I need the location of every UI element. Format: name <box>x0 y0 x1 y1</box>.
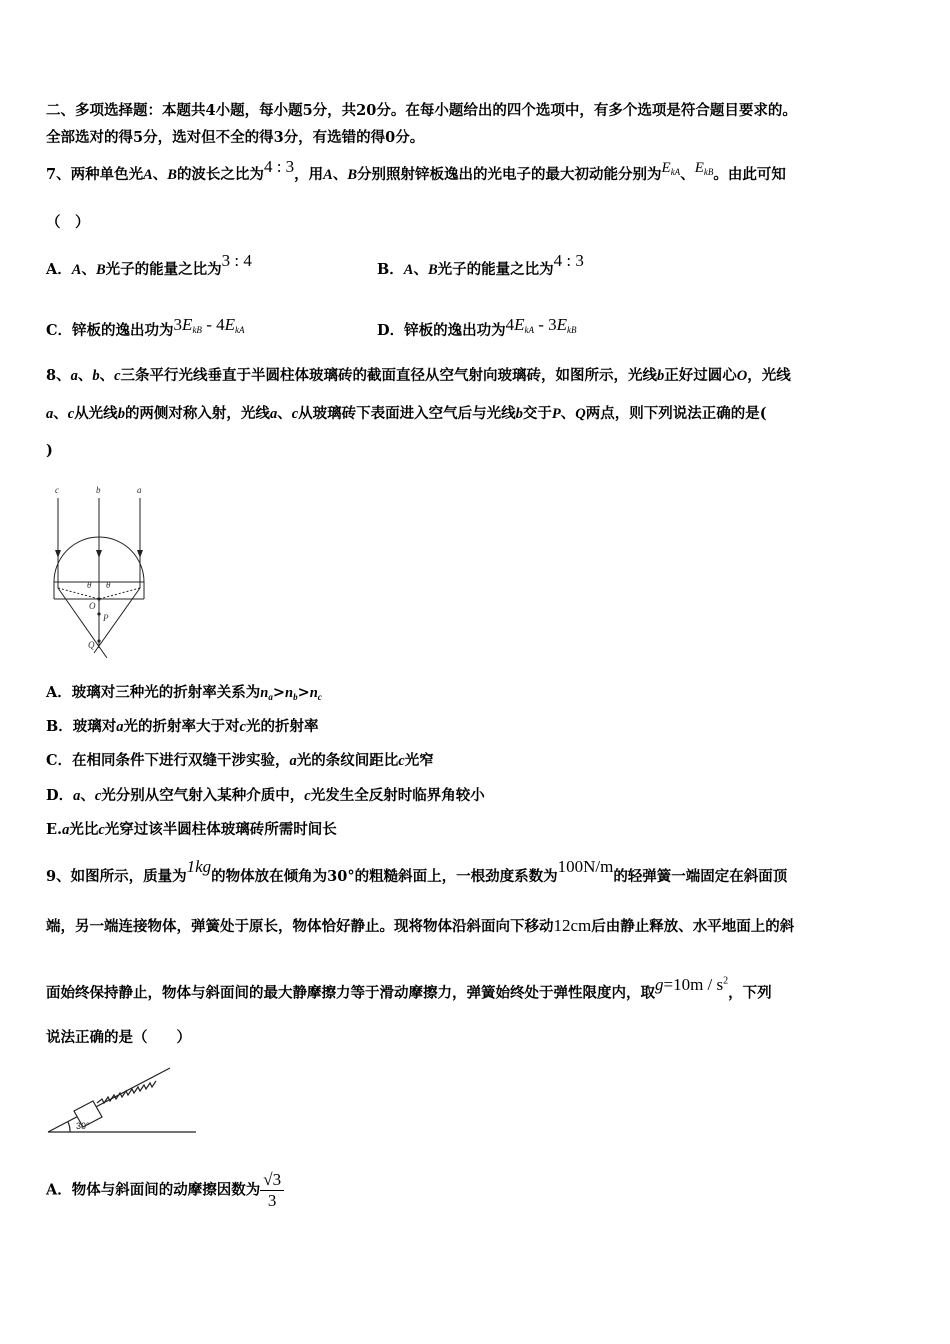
arrow-c <box>55 550 61 558</box>
label-theta-right: θ <box>106 580 111 590</box>
q8-option-d: D．a、c光分别从空气射入某种介质中，c光发生全反射时临界角较小 <box>46 787 485 804</box>
spring <box>97 1081 156 1103</box>
fraction-sqrt3-over-3: $\frac{√3}{3}$ <box>260 1170 284 1211</box>
q9-stem-line2: 端，另一端连接物体，弹簧处于原长，物体恰好静止。现将物体沿斜面向下移动12cm后由静止释放、水平地面上的斜 <box>46 916 795 935</box>
q8-option-c: C．在相同条件下进行双缝干涉实验，a光的条纹间距比c光窄 <box>46 752 434 769</box>
q8-stem-line1: 8、a、b、c三条平行光线垂直于半圆柱体玻璃砖的截面直径从空气射向玻璃砖，如图所示，光线b正好过圆心O，光线 <box>46 367 791 384</box>
point-p <box>97 612 100 615</box>
q9-stem-line4: 说法正确的是（ ） <box>46 1029 191 1046</box>
section-scoring: 全部选对的得5分，选对但不全的得3分，有选错的得0分。 <box>46 129 425 146</box>
q8-stem-line2: a、c从光线b的两侧对称入射，光线a、c从玻璃砖下表面进入空气后与光线b交于P、Q两点，则下列说法正确的是( <box>46 405 767 422</box>
label-q: Q <box>88 640 95 650</box>
label-o: O <box>89 601 96 611</box>
q9-stem-line3: 面始终保持静止，物体与斜面间的最大静摩擦力等于滑动摩擦力，弹簧始终处于弹性限度内，取$g=10m / s^2$，下列 <box>46 974 772 1002</box>
label-a: a <box>137 485 142 495</box>
q7-stem: 7、两种单色光A、B的波长之比为4 : 3，用A、B分别照射锌板逸出的光电子的最大初动能分别为$E_{kA}$、$E_{kB}$。由此可知 <box>46 157 786 183</box>
q7-answer-blank: （ ） <box>46 214 90 231</box>
q9-incline-diagram <box>44 1062 204 1142</box>
label-theta-left: θ <box>87 580 92 590</box>
q7-wavelength-ratio: 4 : 3 <box>263 157 295 176</box>
arrow-a <box>137 550 143 558</box>
q8-option-b: B．玻璃对a光的折射率大于对c光的折射率 <box>46 718 319 735</box>
label-c: c <box>55 485 59 495</box>
q7-option-c: C．锌板的逸出功为$3E_{kB} - 4E_{kA}$ <box>46 315 245 339</box>
arrow-b <box>96 550 102 558</box>
point-q <box>97 639 100 642</box>
label-b: b <box>96 485 101 495</box>
q8-stem-line3: ) <box>46 442 53 459</box>
q7-option-b: B．A、B光子的能量之比为4 : 3 <box>377 251 584 278</box>
q7-option-d: D．锌板的逸出功为$4E_{kA} - 3E_{kB}$ <box>377 315 577 339</box>
center-point <box>97 597 100 600</box>
q9-stem-line1: 9、如图所示，质量为1kg的物体放在倾角为30°的粗糙斜面上，一根劲度系数为100N/m的轻弹簧一端固定在斜面顶 <box>46 857 788 885</box>
angle-arc <box>68 1122 70 1132</box>
q8-option-e: E.a光比c光穿过该半圆柱体玻璃砖所需时间长 <box>46 821 337 838</box>
angle-label: 30° <box>76 1121 90 1131</box>
ray-a-refracted <box>94 588 140 653</box>
label-p: P <box>103 613 109 623</box>
q8-refraction-diagram <box>44 478 164 658</box>
q8-option-a: A．玻璃对三种光的折射率关系为$n_a>n_b>n_c$ <box>46 684 322 702</box>
q7-option-a: A．A、B光子的能量之比为3 : 4 <box>46 251 252 278</box>
section-title: 二、多项选择题：本题共4小题，每小题5分，共20分。在每小题给出的四个选项中，有多个选项是符合题目要求的。 <box>46 102 797 119</box>
q9-option-a: A．物体与斜面间的动摩擦因数为 $\frac{√3}{3}$ <box>46 1170 284 1211</box>
